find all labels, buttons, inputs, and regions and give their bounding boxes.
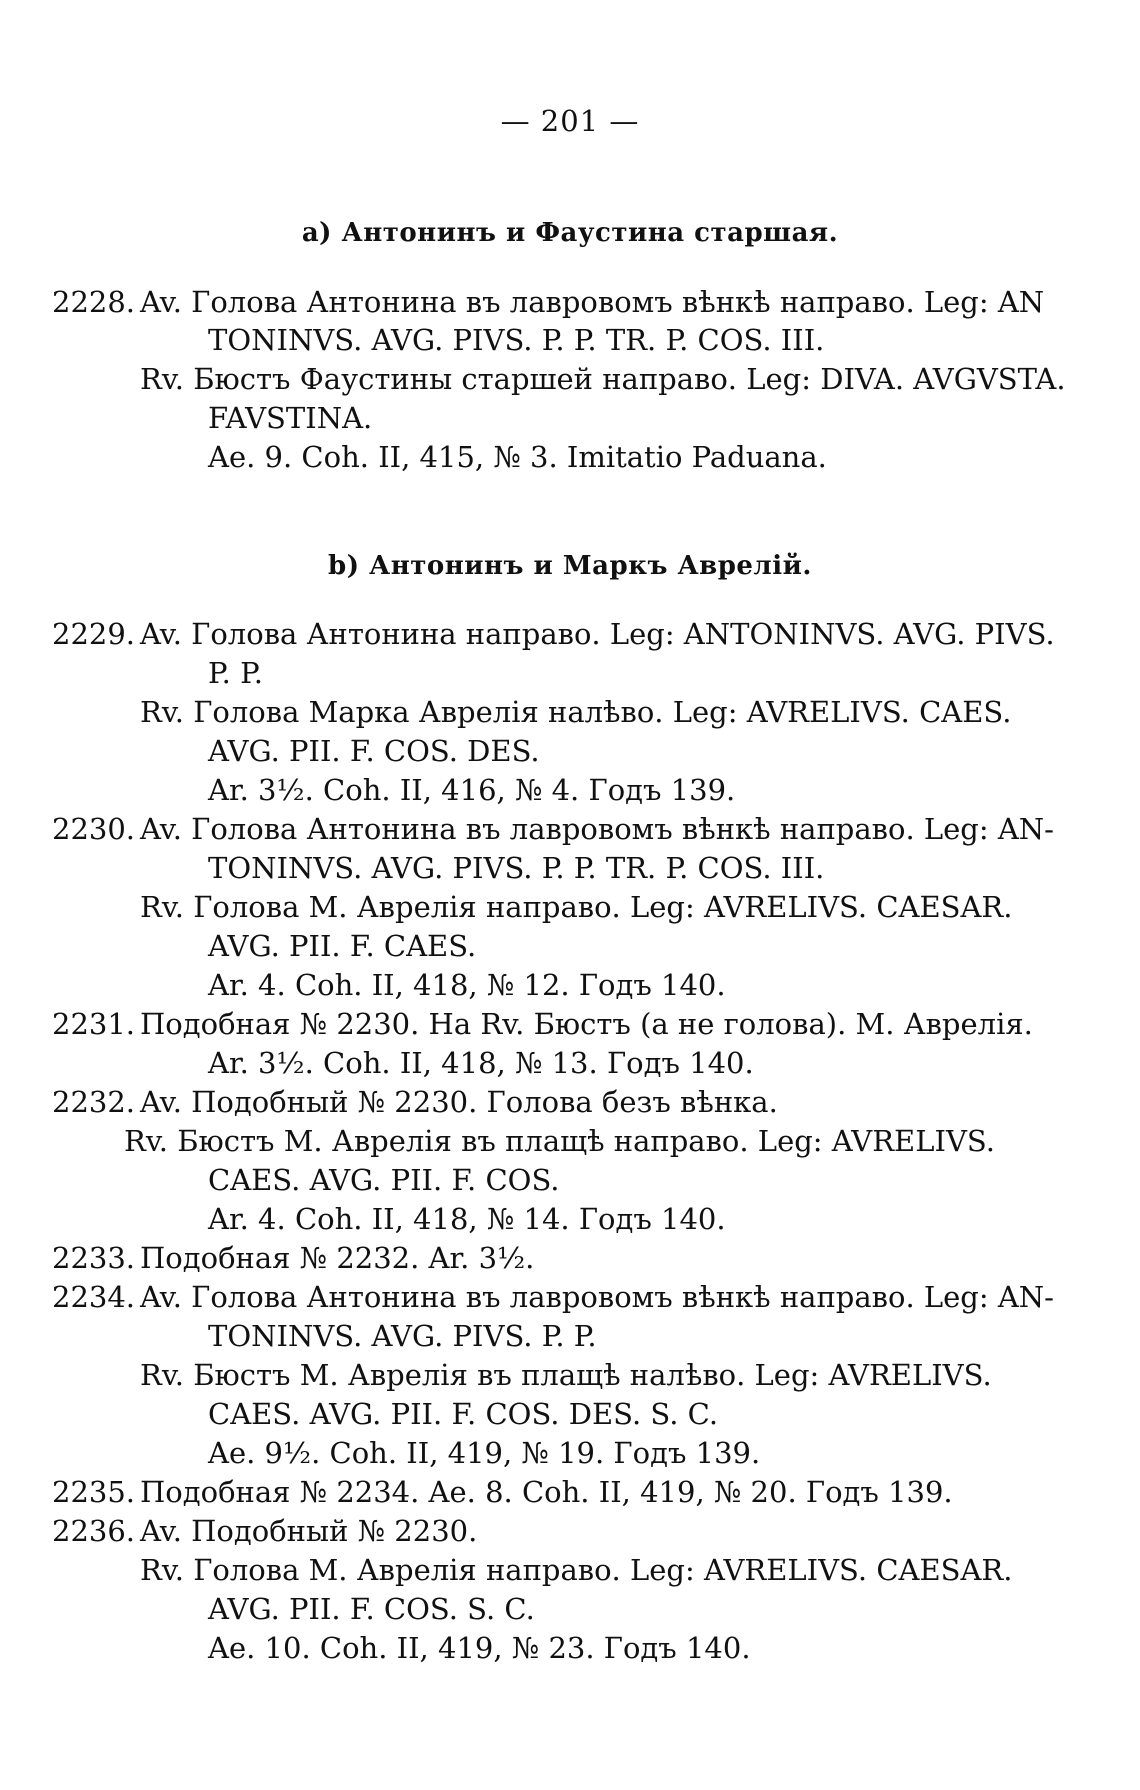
entry-number: 2233.	[52, 1241, 136, 1275]
entry-line: Ar. 4. Coh. II, 418, № 12. Годъ 140.	[208, 968, 726, 1002]
entry-line: Rv. Бюстъ Фаустины старшей направо. Leg: DIVA. AVGVSTA.	[140, 362, 1066, 396]
entry-line: CAES. AVG. PII. F. COS. DES. S. C.	[208, 1397, 719, 1431]
entry-line: TONINVS. AVG. PIVS. P. P. TR. P. COS. III.	[208, 323, 825, 357]
entry-number: 2229.	[52, 617, 136, 651]
entry-line: Rv. Голова Марка Аврелія налѣво. Leg: AVRELIVS. CAES.	[140, 695, 1012, 729]
entry-line: P. P.	[208, 656, 263, 690]
entry-line: AVG. PII. F. CAES.	[208, 929, 477, 963]
entry-line: Rv. Голова М. Аврелія направо. Leg: AVRELIVS. CAESAR.	[140, 1553, 1013, 1587]
entry-line: Av. Голова Антонина направо. Leg: ANTONINVS. AVG. PIVS.	[140, 617, 1055, 651]
entry-line: Подобная № 2234. Ae. 8. Coh. II, 419, № 20. Годъ 139.	[140, 1475, 953, 1509]
entry-line: Av. Подобный № 2230.	[140, 1514, 478, 1548]
entry-number: 2231.	[52, 1007, 136, 1041]
entry-line: FAVSTINA.	[208, 401, 373, 435]
section-heading-a: a) Антонинъ и Фаустина старшая.	[301, 218, 839, 248]
entry-line: Ar. 3½. Coh. II, 418, № 13. Годъ 140.	[208, 1046, 754, 1080]
entry-line: Av. Подобный № 2230. Голова безъ вѣнка.	[140, 1085, 778, 1119]
entry-line: Av. Голова Антонина въ лавровомъ вѣнкѣ направо. Leg: AN	[140, 285, 1045, 319]
entry-line: TONINVS. AVG. PIVS. P. P. TR. P. COS. III.	[208, 851, 825, 885]
entry-line: Av. Голова Антонина въ лавровомъ вѣнкѣ направо. Leg: AN-	[140, 1280, 1054, 1314]
entry-line: CAES. AVG. PII. F. COS.	[208, 1163, 560, 1197]
entry-line: Ar. 3½. Coh. II, 416, № 4. Годъ 139.	[208, 773, 736, 807]
entry-line: TONINVS. AVG. PIVS. P. P.	[208, 1319, 597, 1353]
entry-line: AVG. PII. F. COS. DES.	[208, 734, 540, 768]
entry-line: Rv. Бюстъ М. Аврелія въ плащѣ налѣво. Leg: AVRELIVS.	[140, 1358, 992, 1392]
entry-number: 2232.	[52, 1085, 136, 1119]
entry-line: Ae. 10. Coh. II, 419, № 23. Годъ 140.	[208, 1631, 751, 1665]
entry-line: Подобная № 2230. На Rv. Бюстъ (а не голова). М. Аврелія.	[140, 1007, 1033, 1041]
entry-line: Rv. Бюстъ М. Аврелія въ плащѣ направо. Leg: AVRELIVS.	[124, 1124, 995, 1158]
entry-line: Av. Голова Антонина въ лавровомъ вѣнкѣ направо. Leg: AN-	[140, 812, 1054, 846]
entry-line: Rv. Голова M. Аврелія направо. Leg: AVRELIVS. CAESAR.	[140, 890, 1013, 924]
entry-line: AVG. PII. F. COS. S. C.	[208, 1592, 535, 1626]
entry-line: Ar. 4. Coh. II, 418, № 14. Годъ 140.	[208, 1202, 726, 1236]
entry-number: 2235.	[52, 1475, 136, 1509]
entry-line: Ae. 9. Coh. II, 415, № 3. Imitatio Paduana.	[208, 440, 827, 474]
entry-number: 2230.	[52, 812, 136, 846]
entry-number: 2234.	[52, 1280, 136, 1314]
entry-line: Ae. 9½. Coh. II, 419, № 19. Годъ 139.	[208, 1436, 761, 1470]
entry-number: 2236.	[52, 1514, 136, 1548]
section-heading-b: b) Антонинъ и Маркъ Аврелій.	[328, 551, 812, 581]
entry-line: Подобная № 2232. Ar. 3½.	[140, 1241, 535, 1275]
entry-number: 2228.	[52, 285, 136, 319]
page-number: — 201 —	[500, 104, 640, 138]
